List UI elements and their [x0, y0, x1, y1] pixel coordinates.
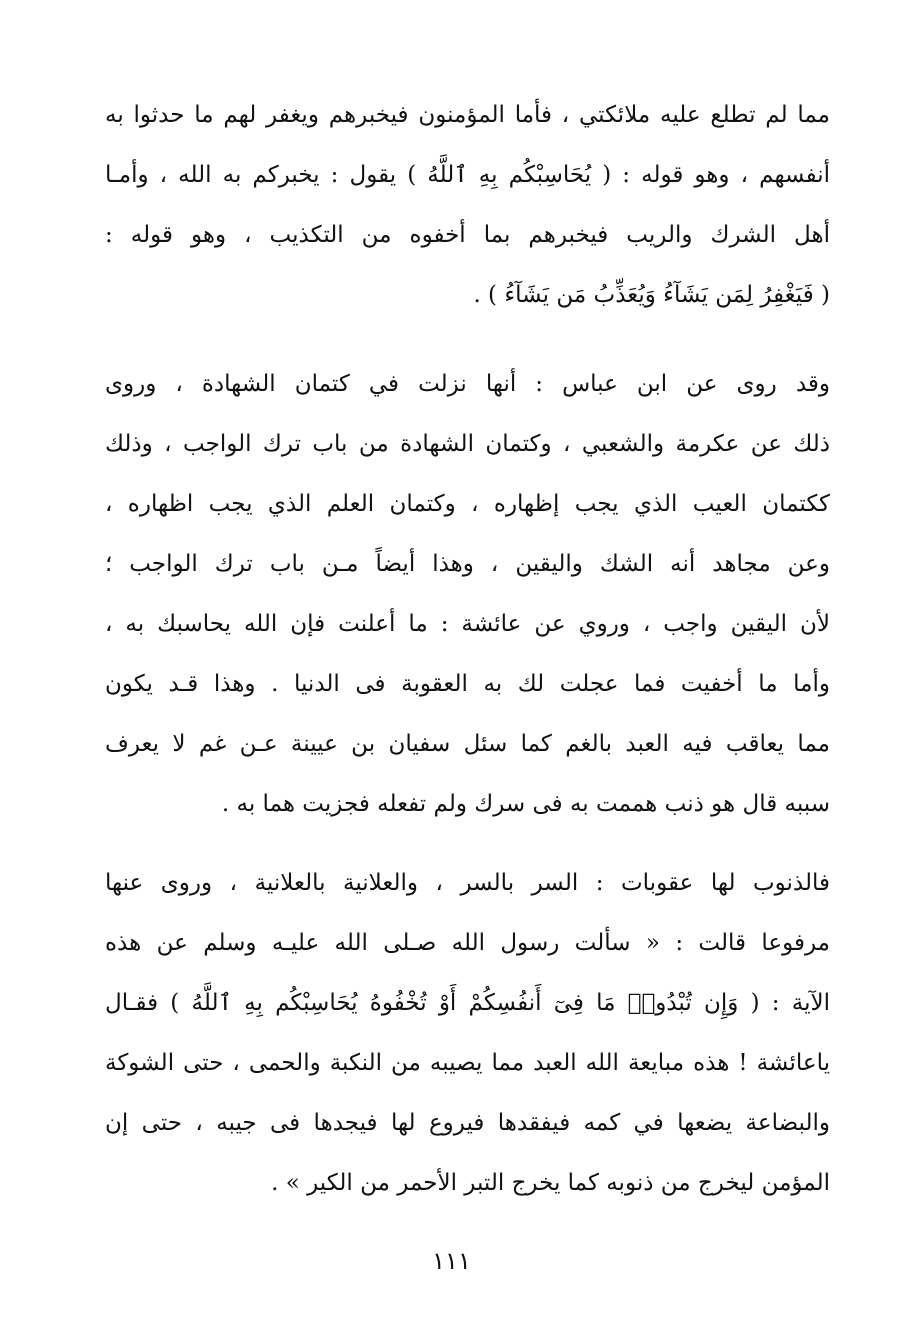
- page-number: ١١١: [432, 1247, 471, 1275]
- paragraph-2: [105, 354, 830, 834]
- quran-verse-line: الآية : ( وَإِن تُبْدُوا۟ مَا فِىٓ أَنفُسِكُمْ أَوْ تُخْفُوهُ يُحَاسِبْكُم بِهِ ٱللَّهُ ) فقـال: [105, 990, 830, 1016]
- text-line: سببه قال هو ذنب هممت به فى سرك ولم تفعله فجزيت هما به .: [221, 791, 830, 817]
- text-line: مرفوعا قالت : « سألت رسول الله صـلى الله عليـه وسلم عن هذه: [105, 930, 830, 956]
- text-line: ككتمان العيب الذي يجب إظهاره ، وكتمان العلم الذي يجب اظهاره ،: [105, 491, 830, 517]
- paragraph-3: [105, 853, 830, 1213]
- text-line: مما يعاقب فيه العبد بالغم كما سئل سفيان بن عيينة عـن غم لا يعرف: [105, 731, 830, 757]
- text-line: لأن اليقين واجب ، وروي عن عائشة : ما أعلنت فإن الله يحاسبك به ،: [105, 611, 830, 637]
- text-line: والبضاعة يضعها في كمه فيفقدها فيروع لها فيجدها فى جيبه ، حتى إن: [105, 1110, 830, 1136]
- text-line: وأما ما أخفيت فما عجلت لك به العقوبة فى الدنيا . وهذا قـد يكون: [105, 671, 830, 697]
- text-line: مما لم تطلع عليه ملائكتي ، فأما المؤمنون فيخبرهم ويغفر لهم ما حدثوا به: [105, 102, 830, 128]
- text-line: فالذنوب لها عقوبات : السر بالسر ، والعلانية بالعلانية ، وروى عنها: [105, 870, 830, 896]
- text-line: أهل الشرك والريب فيخبرهم بما أخفوه من التكذيب ، وهو قوله :: [105, 222, 830, 248]
- quran-verse-line: ( فَيَغْفِرُ لِمَن يَشَآءُ وَيُعَذِّبُ مَن يَشَآءُ ) .: [473, 282, 830, 308]
- text-line: ياعائشة ! هذه مبايعة الله العبد مما يصيبه من النكبة والحمى ، حتى الشوكة: [105, 1050, 830, 1076]
- text-line: أنفسهم ، وهو قوله : ( يُحَاسِبْكُم بِهِ ٱللَّهُ ) يقول : يخبركم به الله ، وأمـا: [105, 162, 830, 188]
- paragraph-1: [105, 85, 830, 325]
- text-line: ذلك عن عكرمة والشعبي ، وكتمان الشهادة من باب ترك الواجب ، وذلك: [105, 431, 830, 457]
- text-line: وقد روى عن ابن عباس : أنها نزلت في كتمان الشهادة ، وروى: [105, 371, 830, 397]
- text-line: المؤمن ليخرج من ذنوبه كما يخرج التبر الأحمر من الكير » .: [271, 1170, 830, 1196]
- text-line: وعن مجاهد أنه الشك واليقين ، وهذا أيضاً مـن باب ترك الواجب ؛: [105, 551, 830, 577]
